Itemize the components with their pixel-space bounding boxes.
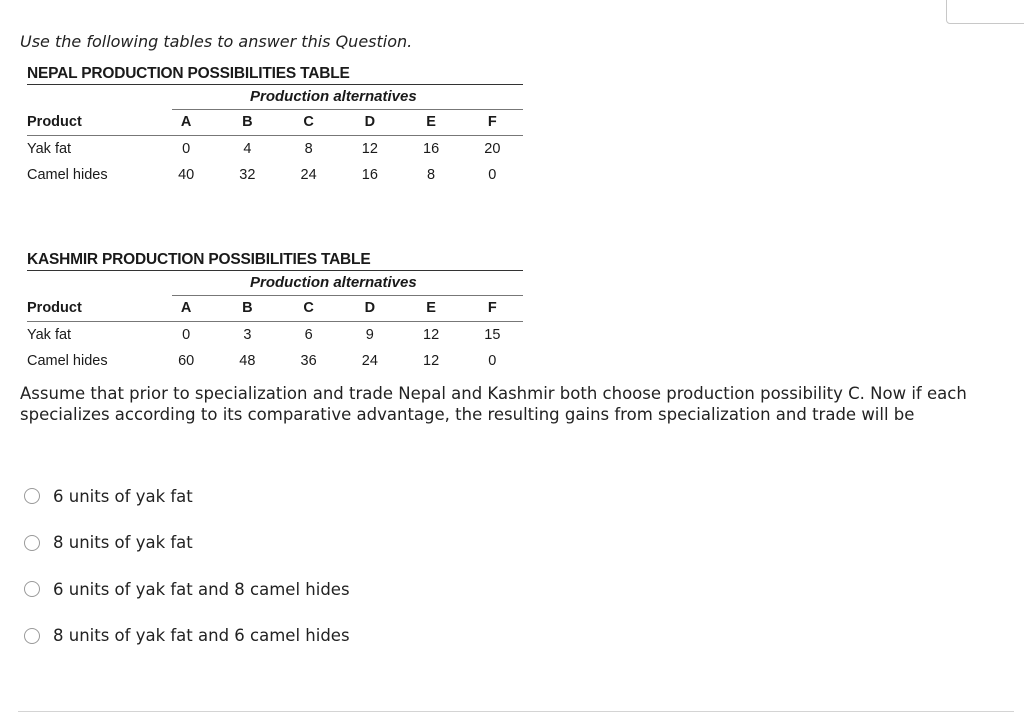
cell: 4 [243, 141, 252, 157]
nepal-table-subtitle: Production alternatives [172, 85, 523, 110]
header-e: E [400, 296, 461, 322]
kashmir-row-camel-hides [27, 348, 523, 374]
top-right-input-box[interactable] [946, 0, 1024, 24]
cell: 0 [182, 327, 191, 343]
row-label: Camel hides [27, 167, 108, 183]
header-product: Product [27, 110, 156, 136]
header-c: C [278, 296, 339, 322]
nepal-row-camel-hides [27, 162, 523, 188]
cell: 32 [239, 167, 256, 183]
radio-button[interactable] [24, 628, 40, 644]
bottom-divider [18, 711, 1014, 712]
radio-button[interactable] [24, 488, 40, 504]
answer-option[interactable] [24, 624, 350, 648]
header-c: C [278, 110, 339, 136]
kashmir-header-row [27, 296, 523, 322]
answer-option-label[interactable]: 6 units of yak fat and 8 camel hides [53, 579, 350, 599]
kashmir-table-subtitle: Production alternatives [172, 271, 523, 296]
header-b: B [217, 296, 278, 322]
cell: 15 [484, 327, 501, 343]
answer-options [24, 484, 350, 670]
header-a: A [156, 296, 217, 322]
row-label: Yak fat [27, 141, 72, 157]
header-product: Product [27, 296, 156, 322]
header-a: A [156, 110, 217, 136]
row-label: Yak fat [27, 327, 72, 343]
cell: 8 [304, 141, 313, 157]
nepal-table [27, 64, 523, 188]
header-f: F [462, 296, 523, 322]
kashmir-table [27, 250, 523, 374]
answer-option-label[interactable]: 8 units of yak fat and 6 camel hides [53, 626, 350, 645]
header-f: F [462, 110, 523, 136]
radio-button[interactable] [24, 535, 40, 551]
cell: 24 [361, 353, 378, 369]
intro-text: Use the following tables to answer this Question. [20, 32, 413, 51]
cell: 8 [427, 167, 436, 183]
radio-button[interactable] [24, 581, 40, 597]
row-label: Camel hides [27, 353, 108, 369]
cell: 12 [361, 141, 378, 157]
cell: 3 [243, 327, 252, 343]
header-b: B [217, 110, 278, 136]
cell: 60 [178, 353, 195, 369]
cell: 0 [182, 141, 191, 157]
cell: 9 [365, 327, 374, 343]
kashmir-row-yak-fat [27, 322, 523, 349]
cell: 0 [488, 353, 497, 369]
nepal-row-yak-fat [27, 136, 523, 163]
answer-option[interactable] [24, 484, 350, 508]
nepal-header-row [27, 110, 523, 136]
question-text: Assume that prior to specialization and trade Nepal and Kashmir both choose production possibility C. Now if each specializes according to its comparative advantage, the resulting gains from specialization and trade will be [20, 384, 967, 424]
nepal-table-title: NEPAL PRODUCTION POSSIBILITIES TABLE [27, 64, 523, 85]
cell: 12 [423, 353, 440, 369]
production-tables-image [27, 64, 523, 374]
cell: 36 [300, 353, 317, 369]
answer-option-label[interactable]: 8 units of yak fat [53, 533, 193, 552]
cell: 20 [484, 141, 501, 157]
cell: 48 [239, 353, 256, 369]
cell: 40 [178, 167, 195, 183]
cell: 16 [361, 167, 378, 183]
kashmir-table-title: KASHMIR PRODUCTION POSSIBILITIES TABLE [27, 250, 523, 271]
cell: 6 [304, 327, 313, 343]
answer-option[interactable] [24, 531, 350, 555]
cell: 0 [488, 167, 497, 183]
cell: 12 [423, 327, 440, 343]
answer-option[interactable] [24, 577, 350, 601]
answer-option-label[interactable]: 6 units of yak fat [53, 486, 193, 506]
header-d: D [339, 296, 400, 322]
cell: 24 [300, 167, 317, 183]
header-d: D [339, 110, 400, 136]
cell: 16 [423, 141, 440, 157]
header-e: E [400, 110, 461, 136]
